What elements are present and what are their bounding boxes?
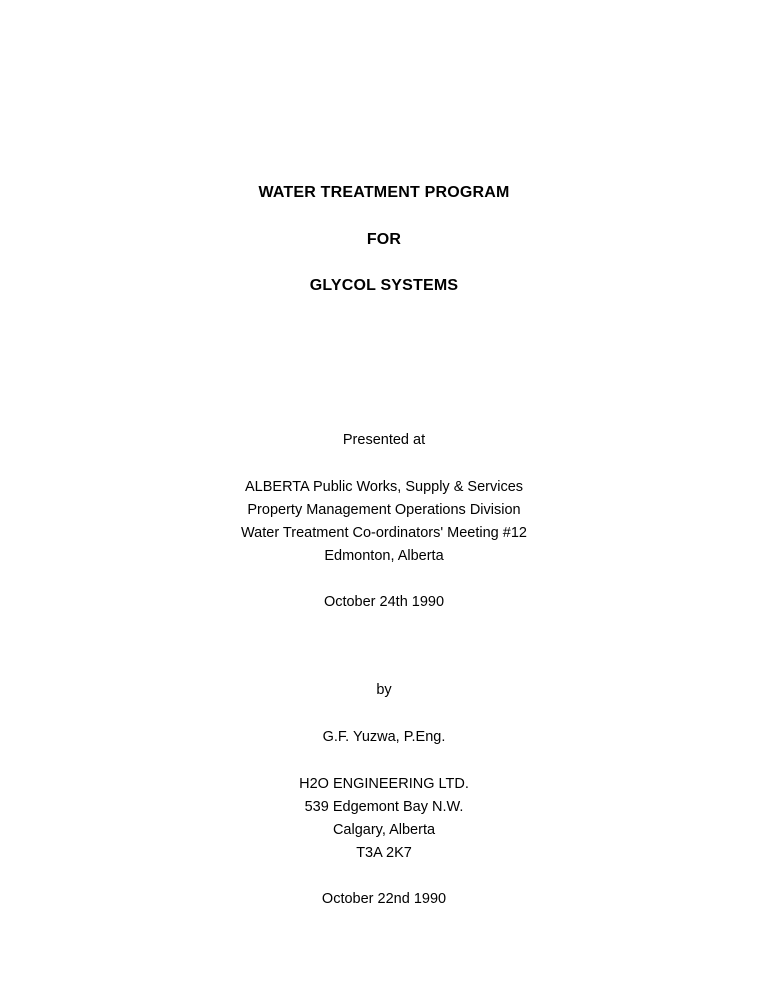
venue-line-4: Edmonton, Alberta xyxy=(324,548,444,564)
company-address-city: Calgary, Alberta xyxy=(332,822,436,838)
company-name: H2O ENGINEERING LTD. xyxy=(299,776,469,792)
company-postal-code: T3A 2K7 xyxy=(356,845,412,861)
presentation-date: October 24th 1990 xyxy=(323,594,445,610)
document-date: October 22nd 1990 xyxy=(321,891,447,907)
title-line-3: GLYCOL SYSTEMS xyxy=(309,277,459,294)
presented-label: Presented at xyxy=(342,432,426,448)
venue-line-3: Water Treatment Co-ordinators' Meeting #12 xyxy=(241,525,527,541)
company-address-street: 539 Edgemont Bay N.W. xyxy=(304,799,464,815)
title-line-1: WATER TREATMENT PROGRAM xyxy=(258,184,510,201)
title-line-2: FOR xyxy=(366,231,402,248)
author-name: G.F. Yuzwa, P.Eng. xyxy=(322,729,446,745)
venue-line-2: Property Management Operations Division xyxy=(247,502,521,518)
by-label: by xyxy=(376,682,392,698)
venue-line-1: ALBERTA Public Works, Supply & Services xyxy=(244,479,524,495)
